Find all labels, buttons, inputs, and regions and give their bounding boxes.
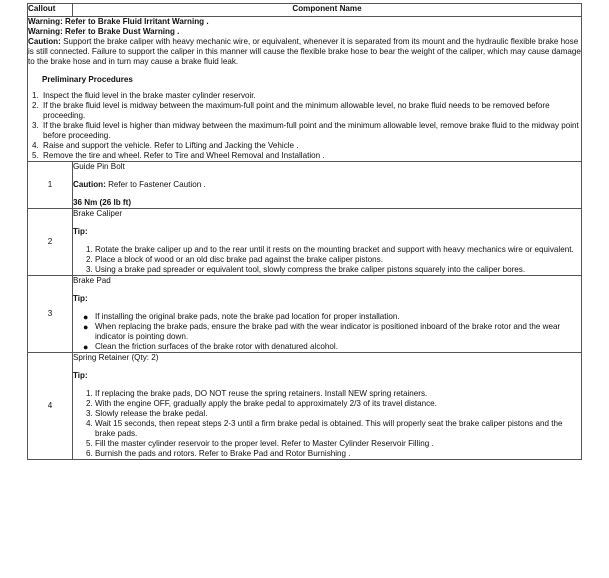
list-item — [83, 342, 581, 352]
fastener-caution — [73, 180, 581, 190]
bullet-icon: ● — [83, 342, 89, 352]
procedure-table — [27, 3, 582, 460]
intro-row — [28, 17, 582, 162]
list-item-text: If installing the original brake pads, note the brake pad location for proper installation. — [95, 312, 400, 321]
caution-label: Caution: — [73, 180, 106, 189]
list-item: 2. If the brake fluid level is midway between the maximum-full point and the minimum allowable level, no brake fluid needs to be removed before proceeding. — [41, 101, 581, 121]
table-header-row — [28, 4, 582, 17]
list-item: 2. Place a block of wood or an old disc brake pad against the brake caliper pistons. — [95, 255, 581, 265]
callout-header: Callout — [28, 4, 73, 17]
list-item: 1. Rotate the brake caliper up and to the rear until it rests on the mounting bracket and support with heavy mechanics wire or equivalent. — [95, 245, 581, 255]
component-cell — [73, 209, 582, 276]
table-row — [28, 209, 582, 276]
tip-label: Tip: — [73, 294, 88, 303]
caution-text: Refer to Fastener Caution . — [105, 180, 206, 189]
list-item-text: Clean the friction surfaces of the brake rotor with denatured alcohol. — [95, 342, 338, 351]
component-title: Brake Pad — [73, 276, 111, 285]
tip-bullets-list — [73, 312, 581, 352]
tip-label: Tip: — [73, 227, 88, 236]
preliminary-steps-list — [28, 91, 581, 161]
torque-spec: 36 Nm (26 lb ft) — [73, 198, 132, 207]
list-item: 1. If replacing the brake pads, DO NOT reuse the spring retainers. Install NEW spring retainers. — [95, 389, 581, 399]
warning-brake-fluid: Warning: Refer to Brake Fluid Irritant Warning . — [28, 17, 209, 26]
list-item: 5. Fill the master cylinder reservoir to the proper level. Refer to Master Cylinder Reservoir Filling . — [95, 439, 581, 449]
table-row — [28, 276, 582, 353]
component-title: Brake Caliper — [73, 209, 123, 218]
component-title: Guide Pin Bolt — [73, 162, 125, 171]
procedure-document — [27, 3, 582, 460]
caution-support-caliper — [28, 37, 581, 67]
component-name-header: Component Name — [73, 4, 582, 17]
tip-steps-list — [73, 389, 581, 459]
component-cell — [73, 162, 582, 209]
list-item: 3. Using a brake pad spreader or equivalent tool, slowly compress the brake caliper pistons squarely into the caliper bores. — [95, 265, 581, 275]
tip-label: Tip: — [73, 371, 88, 380]
callout-number: 4 — [28, 353, 73, 460]
bullet-icon: ● — [83, 322, 89, 332]
list-item: 4. Raise and support the vehicle. Refer to Lifting and Jacking the Vehicle . — [41, 141, 581, 151]
list-item: 5. Remove the tire and wheel. Refer to Tire and Wheel Removal and Installation . — [41, 151, 581, 161]
caution-text: Support the brake caliper with heavy mechanic wire, or equivalent, whenever it is separated from its mount and the hydraulic flexible brake hose is still connected. Failure to support the caliper in this manner will cause the flexible brake hose to bear the weight of the caliper, which may cause damage to the brake hose and in turn may cause a brake fluid leak. — [28, 37, 581, 66]
component-cell — [73, 353, 582, 460]
list-item: 6. Burnish the pads and rotors. Refer to Brake Pad and Rotor Burnishing . — [95, 449, 581, 459]
table-row — [28, 353, 582, 460]
callout-number: 3 — [28, 276, 73, 353]
list-item-text: When replacing the brake pads, ensure the brake pad with the wear indicator is positioned inboard of the brake rotor and the wear indicator is pointing down. — [95, 322, 561, 341]
component-cell — [73, 276, 582, 353]
list-item: 3. Slowly release the brake pedal. — [95, 409, 581, 419]
table-row — [28, 162, 582, 209]
list-item: 2. With the engine OFF, gradually apply the brake pedal to approximately 2/3 of its travel distance. — [95, 399, 581, 409]
list-item: 3. If the brake fluid level is higher than midway between the maximum-full point and the minimum allowable level, remove brake fluid to the midway point before proceeding. — [41, 121, 581, 141]
callout-number: 2 — [28, 209, 73, 276]
warning-brake-dust: Warning: Refer to Brake Dust Warning . — [28, 27, 180, 36]
list-item — [83, 312, 581, 322]
callout-number: 1 — [28, 162, 73, 209]
bullet-icon: ● — [83, 312, 89, 322]
preliminary-procedures-title: Preliminary Procedures — [42, 75, 133, 84]
list-item — [83, 322, 581, 342]
intro-cell — [28, 17, 582, 162]
list-item: 4. Wait 15 seconds, then repeat steps 2-3 until a firm brake pedal is obtained. This will properly seat the brake caliper pistons and the brake pads. — [95, 419, 581, 439]
tip-steps-list — [73, 245, 581, 275]
caution-label: Caution: — [28, 37, 61, 46]
list-item: 1. Inspect the fluid level in the brake master cylinder reservoir. — [41, 91, 581, 101]
component-title: Spring Retainer (Qty: 2) — [73, 353, 159, 362]
